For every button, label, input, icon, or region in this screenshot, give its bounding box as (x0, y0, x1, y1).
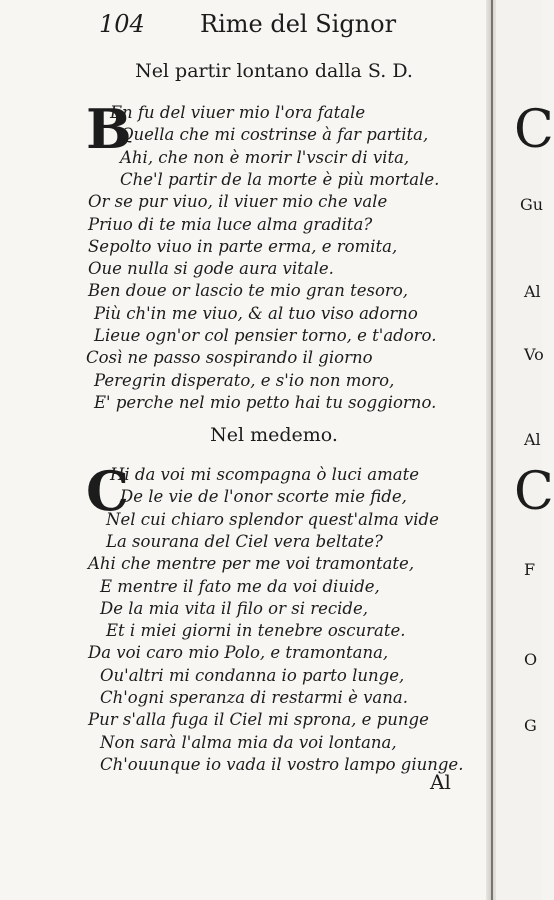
verse-line: E mentre il fato me da voi diuide, (100, 576, 380, 596)
verse-line: Che'l partir de la morte è più mortale. (120, 169, 440, 189)
catchword: Al (430, 770, 451, 794)
facing-page-fragment: Vo (524, 345, 544, 364)
verse-line: De le vie de l'onor scorte mie fide, (120, 487, 407, 507)
verse-line: Non sarà l'alma mia da voi lontana, (100, 732, 397, 752)
running-title: Rime del Signor (200, 10, 397, 38)
facing-drop-capital: C (514, 100, 554, 160)
verse-line: La sourana del Ciel vera beltate? (106, 531, 383, 551)
facing-drop-capital: C (514, 462, 554, 522)
facing-page-fragment: G (524, 716, 537, 735)
running-head (0, 10, 488, 44)
verse-line: Peregrin disperato, e s'io non moro, (94, 370, 395, 390)
poem-title: Nel partir lontano dalla S. D. (135, 60, 413, 82)
verse-line: Ben doue or lascio te mio gran tesoro, (88, 281, 409, 301)
facing-page-fragment: F (524, 560, 536, 579)
verse-line: Lieue ogn'or col pensier torno, e t'adoro. (94, 326, 437, 345)
facing-page-fragment: Gu (520, 195, 544, 214)
facing-page-fragment: Al (524, 430, 541, 449)
verse-line: Più ch'in me viuo, & al tuo viso adorno (94, 303, 418, 323)
drop-capital: C (86, 459, 129, 523)
verse-line: Da voi caro mio Polo, e tramontana, (88, 643, 389, 663)
verse-line: Nel cui chiaro splendor quest'alma vide (106, 509, 439, 529)
verse-line: E' perche nel mio petto hai tu soggiorno. (94, 392, 437, 412)
verse-line: Priuo di te mia luce alma gradita? (88, 214, 373, 234)
gutter-line (491, 0, 493, 900)
verse-line: Ahi, che non è morir l'vscir di vita, (120, 147, 410, 167)
verse-line: Così ne passo sospirando il giorno (86, 348, 373, 368)
poem-title: Nel medemo. (210, 424, 338, 446)
verse-line: Ahi che mentre per me voi tramontate, (88, 554, 415, 574)
drop-capital: B (86, 97, 132, 161)
page-number: 104 (99, 10, 145, 38)
verse-line: Ch'ogni speranza di restarmi è vana. (100, 688, 408, 707)
verse-line: De la mia vita il filo or si recide, (100, 598, 368, 618)
facing-page-fragment: O (524, 650, 538, 669)
verse-line: Ch'ouunque io vada il vostro lampo giunge. (100, 754, 464, 774)
verse-line: Or se pur viuo, il viuer mio che vale (88, 192, 388, 212)
verse-line: Hi da voi mi scompagna ò luci amate (110, 465, 420, 484)
verse-line: En fu del viuer mio l'ora fatale (110, 103, 366, 122)
verse-line: Ou'altri mi condanna io parto lunge, (100, 665, 405, 685)
verse-line: Oue nulla si gode aura vitale. (88, 259, 334, 279)
verse-line: Et i miei giorni in tenebre oscurate. (106, 621, 406, 641)
facing-page-fragment: Al (524, 282, 541, 301)
verse-line: Pur s'alla fuga il Ciel mi sprona, e punge (88, 710, 429, 730)
verse-line: Quella che mi costrinse à far partita, (120, 125, 429, 145)
verse-line: Sepolto viuo in parte erma, e romita, (88, 236, 398, 256)
